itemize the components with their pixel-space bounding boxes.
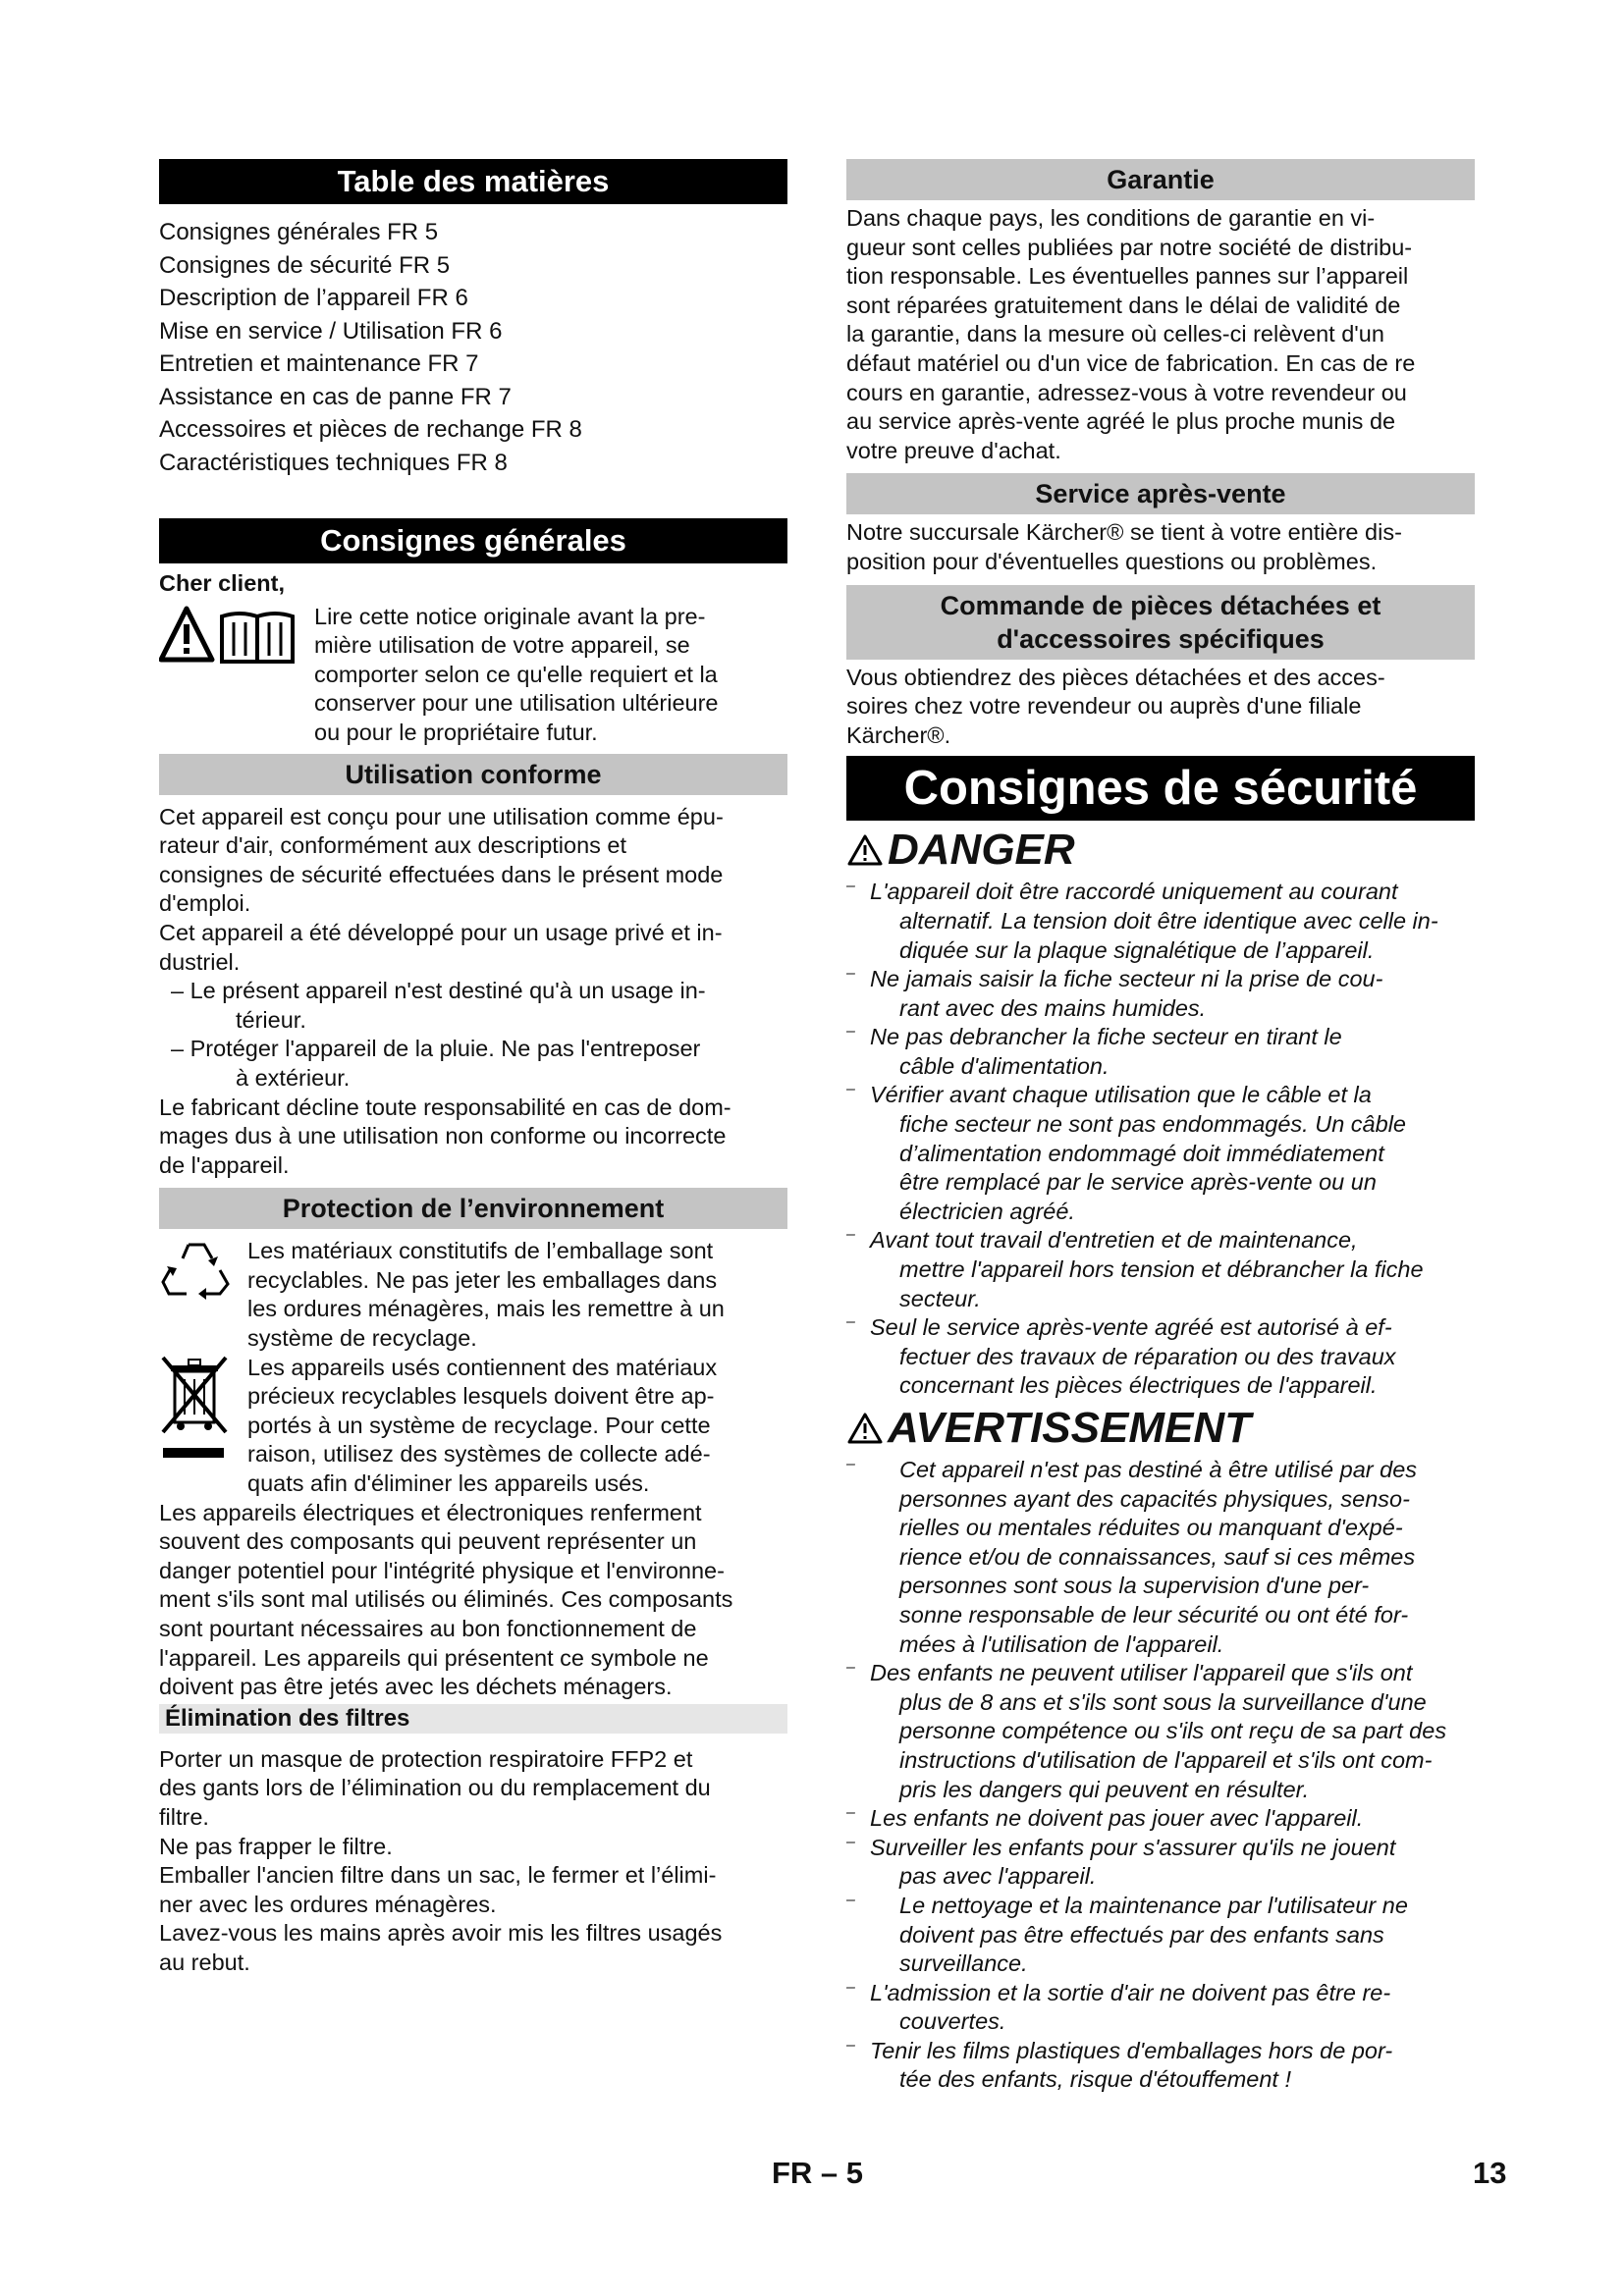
weee-block xyxy=(159,1354,787,1499)
parts-heading: Commande de pièces détachées et d'accessoires spécifiques xyxy=(846,585,1475,660)
toc-item[interactable]: Consignes générales FR 5 xyxy=(159,219,439,245)
filters-text: Porter un masque de protection respiratoire FFP2 et des gants lors de l’élimination ou du remplacement du filtre. Ne pas frapper le filtre. Emballer l'ancien filtre dans un sac, le fermer et l’élimi- ner avec les ordures ménagères. Lavez-vous les mains après avoir mis les filtres usagés au rebut. xyxy=(159,1745,723,1975)
left-column xyxy=(159,159,787,1978)
list-item: – L'appareil doit être raccordé uniquement au courant alternatif. La tension doit être identique avec celle in- diquée sur la plaque signalétique de l’appareil. xyxy=(846,878,1438,963)
warning-triangle-icon xyxy=(846,1412,884,1445)
list-item: – Avant tout travail d'entretien et de maintenance, mettre l'appareil hors tension et débrancher la fiche secteur. xyxy=(846,1226,1424,1311)
list-item: – Vérifier avant chaque utilisation que le câble et la fiche secteur ne sont pas endommagés. Un câble d’alimentation endommagé doit immédiatement être remplacé par le service après-vente ou un électricien agréé. xyxy=(846,1081,1406,1224)
toc-item[interactable]: Accessoires et pièces de rechange FR 8 xyxy=(159,416,582,443)
toc-item[interactable]: Consignes de sécurité FR 5 xyxy=(159,251,451,279)
list-item: – Tenir les films plastiques d'emballages hors de por- tée des enfants, risque d'étouffement ! xyxy=(846,2036,1393,2093)
service-text: Notre succursale Kärcher® se tient à votre entière dis- position pour d'éventuelles questions ou problèmes. xyxy=(846,519,1402,574)
list-item: – Ne jamais saisir la fiche secteur ni la prise de cou- rant avec des mains humides. xyxy=(846,965,1383,1021)
danger-title: DANGER xyxy=(846,827,1475,874)
list-item: – Ne pas debrancher la fiche secteur en tirant le câble d'alimentation. xyxy=(846,1023,1342,1079)
toc-item[interactable]: Assistance en cas de panne FR 7 xyxy=(159,383,512,410)
toc-heading: Table des matières xyxy=(159,159,787,204)
environment-text: Les appareils électriques et électroniques renferment souvent des composants qui peuvent représenter un danger potentiel pour l'intégrité physique et l'environne- ment s'ils sont mal utilisés ou éliminés. Ces composants sont pourtant nécessaires au bon fonctionnement de l'appareil. Les appareils qui présentent ce symbole ne doivent pas être jetés avec les déchets ménagers. xyxy=(159,1499,733,1700)
usage-heading: Utilisation conforme xyxy=(159,754,787,795)
danger-list xyxy=(846,878,1475,1401)
list-item: – Les enfants ne doivent pas jouer avec l'appareil. xyxy=(846,1804,1364,1832)
list-item: – Seul le service après-vente agréé est autorisé à ef- fectuer des travaux de réparation ou des travaux concernant les pièces électriques de l'appareil. xyxy=(846,1313,1396,1399)
toc-item[interactable]: Caractéristiques techniques FR 8 xyxy=(159,449,508,476)
toc-item[interactable]: Mise en service / Utilisation FR 6 xyxy=(159,317,503,345)
recycle-icon xyxy=(159,1237,247,1305)
toc-item[interactable]: Entretien et maintenance FR 7 xyxy=(159,350,479,377)
notice-text: Lire cette notice originale avant la pre- mière utilisation de votre appareil, se comporter selon ce qu'elle requiert et la conserver pour une utilisation ultérieure ou pour le propriétaire futur. xyxy=(314,603,719,745)
list-item: – Cet appareil n'est pas destiné à être utilisé par des personnes ayant des capacités physiques, senso- rielles ou mentales réduites ou manquant d'expé- rience et/ou de connaissances, sauf si ces mêmes personnes sont sous la supervision d'une per- sonne responsable de leur sécurité ou ont été for- mées à l'utilisation de l'appareil. xyxy=(846,1456,1418,1657)
parts-text: Vous obtiendrez des pièces détachées et des acces- soires chez votre revendeur ou auprès d'une filiale Kärcher®. xyxy=(846,664,1385,748)
toc-item[interactable]: Description de l’appareil FR 6 xyxy=(159,285,468,311)
right-column xyxy=(846,159,1475,2095)
notice-block xyxy=(159,603,787,748)
general-heading: Consignes générales xyxy=(159,518,787,563)
warning-title: AVERTISSEMENT xyxy=(846,1405,1475,1452)
filters-heading: Élimination des filtres xyxy=(159,1704,787,1734)
page-footer-label: FR – 5 xyxy=(772,2156,864,2190)
greeting: Cher client, xyxy=(159,570,285,596)
crossed-bin-icon xyxy=(159,1354,247,1467)
safety-heading: Consignes de sécurité xyxy=(846,756,1475,821)
warranty-text: Dans chaque pays, les conditions de garantie en vi- gueur sont celles publiées par notre société de distribu- tion responsable. Les éventuelles pannes sur l’appareil sont réparées gratuitement dans le délai de validité de la garantie, dans la mesure où celles-ci relèvent d'un défaut matériel ou d'un vice de fabrication. En cas de re cours en garantie, adressez-vous à votre revendeur ou au service après-vente agréé le plus proche munis de votre preuve d'achat. xyxy=(846,205,1416,463)
list-item: – Des enfants ne peuvent utiliser l'appareil que s'ils ont plus de 8 ans et s'ils sont sous la surveillance d'une personne compétence ou s'ils ont reçu de sa part des instructions d'utilisation de l'appareil et s'ils ont com- pris les dangers qui peuvent en résulter. xyxy=(846,1659,1447,1802)
warning-list xyxy=(846,1456,1475,2095)
recycle-block xyxy=(159,1237,787,1353)
warranty-heading: Garantie xyxy=(846,159,1475,200)
list-item: – L'admission et la sortie d'air ne doivent pas être re- couvertes. xyxy=(846,1978,1391,2035)
warning-book-icon xyxy=(159,603,314,670)
warning-triangle-icon xyxy=(846,833,884,867)
toc-list xyxy=(159,216,787,479)
list-item: – Surveiller les enfants pour s'assurer qu'ils ne jouent pas avec l'appareil. xyxy=(846,1833,1396,1890)
weee-text: Les appareils usés contiennent des matériaux précieux recyclables lesquels doivent être ap- portés à un système de recyclage. Pour cette raison, utilisez des systèmes de collecte adé- quats afin d'éliminer les appareils usés. xyxy=(247,1354,718,1497)
page-number: 13 xyxy=(1473,2156,1507,2190)
recycle-text: Les matériaux constitutifs de l’emballage sont recyclables. Ne pas jeter les emballages dans les ordures ménagères, mais les remettre à un système de recyclage. xyxy=(247,1238,725,1352)
list-item: – Le nettoyage et la maintenance par l'utilisateur ne doivent pas être effectués par des enfants sans surveillance. xyxy=(846,1891,1408,1977)
service-heading: Service après-vente xyxy=(846,473,1475,514)
environment-heading: Protection de l’environnement xyxy=(159,1188,787,1229)
usage-text: Cet appareil est conçu pour une utilisation comme épu- rateur d'air, conformément aux descriptions et consignes de sécurité effectuées dans le présent mode d'emploi. Cet appareil a été développé pour un usage privé et in- dustriel. – Le présent appareil n'est destiné qu'à un usage in- térieur. – Protéger l'appareil de la pluie. Ne pas l'entreposer à extérieur. Le fabricant décline toute responsabilité en cas de dom- mages dus à une utilisation non conforme ou incorrecte de l'appareil. xyxy=(159,803,731,1178)
